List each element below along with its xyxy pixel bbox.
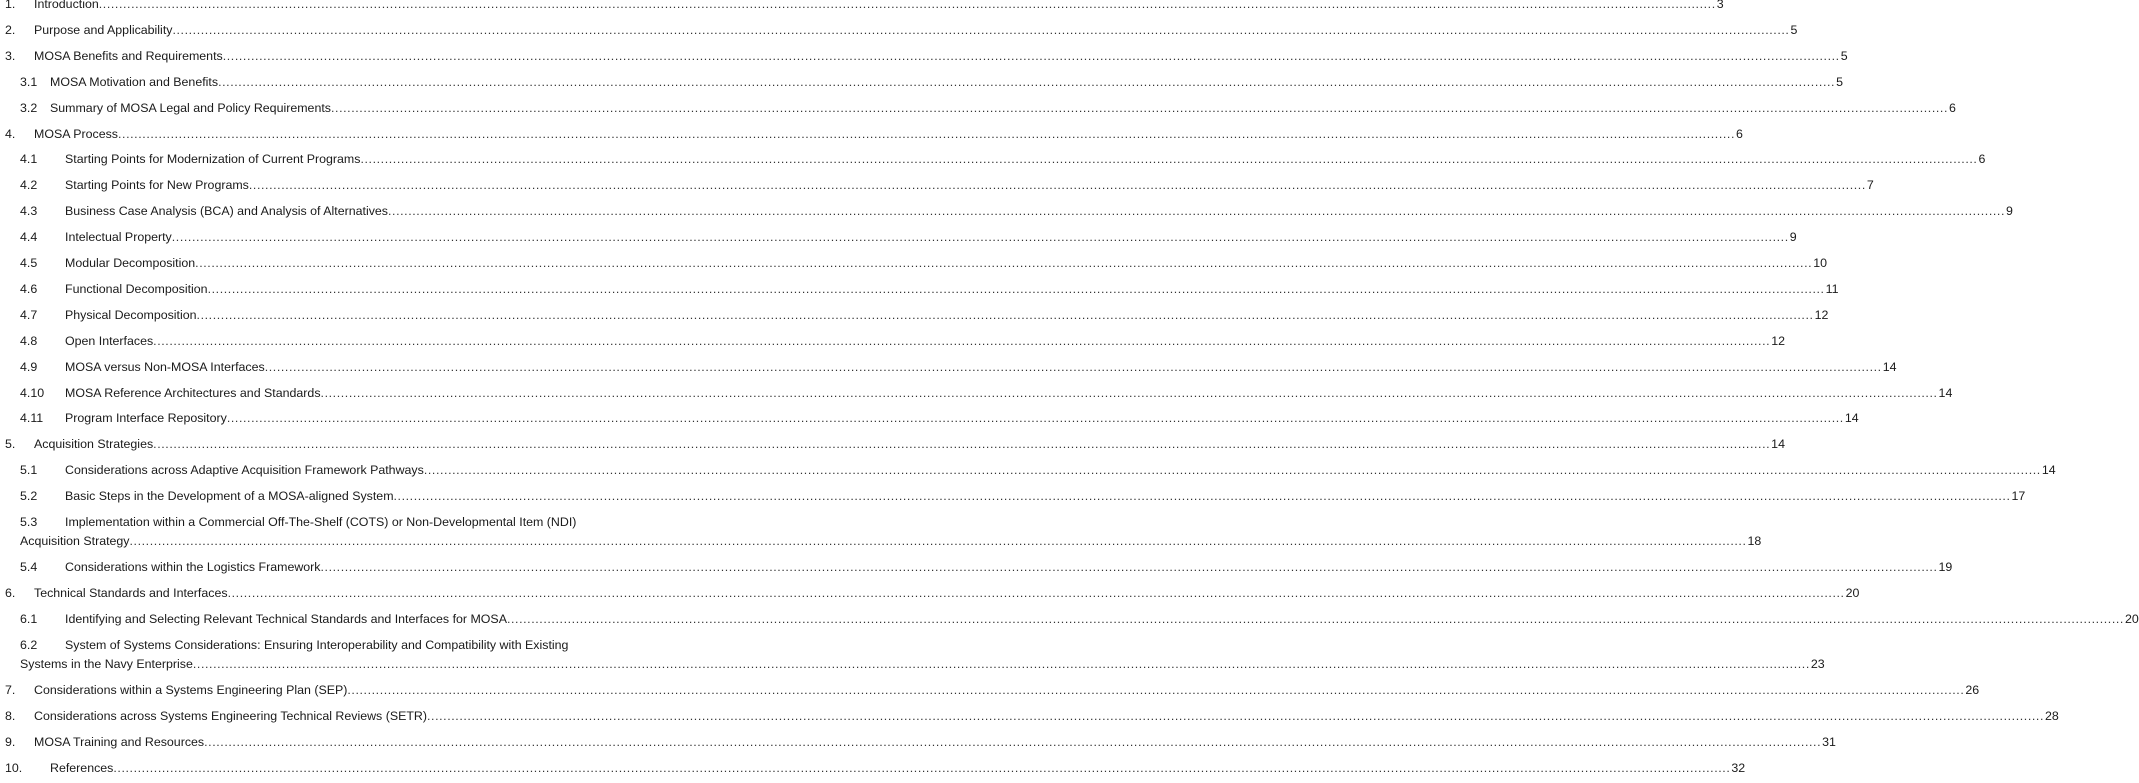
toc-entry-line[interactable] xyxy=(0,559,1953,575)
toc-entry-number: 4.4 xyxy=(20,230,38,245)
toc-entry-number: 5.4 xyxy=(20,560,38,575)
toc-entry-number: 4.10 xyxy=(20,385,45,400)
toc-entry-number: 3.2 xyxy=(20,100,38,115)
toc-entry-line[interactable] xyxy=(0,708,2059,724)
dot-leader: ................................................................................................................................................................................................................................................................................................................................................................................................................ xyxy=(320,385,1938,400)
dot-leader: ................................................................................................................................................................................................................................................................................................................................................................................................................ xyxy=(248,178,1866,193)
toc-entry-number: 9. xyxy=(5,735,16,750)
toc-entry-leader xyxy=(65,333,1785,349)
toc-entry-line[interactable] xyxy=(0,637,628,653)
toc-entry-number: 4. xyxy=(5,126,16,141)
toc-entry-line[interactable] xyxy=(0,514,628,530)
toc-entry-leader xyxy=(34,0,1724,12)
dot-leader: ................................................................................................................................................................................................................................................................................................................................................................................................................ xyxy=(207,281,1825,296)
toc-entry-title: Business Case Analysis (BCA) and Analysis of Alternatives xyxy=(65,204,388,219)
dot-leader: ................................................................................................................................................................................................................................................................................................................................................................................................................ xyxy=(347,683,1965,698)
toc-entry-title: Physical Decomposition xyxy=(65,307,197,322)
toc-entry-number: 4.11 xyxy=(20,411,44,426)
toc-entry-page: 28 xyxy=(2045,709,2059,724)
toc-entry-line[interactable] xyxy=(0,488,2026,504)
toc-entry-title: Acquisition Strategy xyxy=(20,534,130,548)
dot-leader: ................................................................................................................................................................................................................................................................................................................................................................................................................ xyxy=(204,735,1822,750)
dot-leader: ................................................................................................................................................................................................................................................................................................................................................................................................................ xyxy=(196,307,1814,322)
toc-entry-title: Intelectual Property xyxy=(65,230,172,245)
toc-entry-number: 4.3 xyxy=(20,204,38,219)
dot-leader: ................................................................................................................................................................................................................................................................................................................................................................................................................ xyxy=(192,657,1810,671)
toc-entry-leader xyxy=(34,708,2059,724)
toc-entry-number: 4.9 xyxy=(20,359,38,374)
toc-entry-line[interactable] xyxy=(0,385,1953,401)
toc-entry-page: 14 xyxy=(2041,463,2056,478)
dot-leader: ................................................................................................................................................................................................................................................................................................................................................................................................................ xyxy=(330,100,1948,115)
dot-leader: ................................................................................................................................................................................................................................................................................................................................................................................................................ xyxy=(226,411,1844,426)
toc-entry-leader xyxy=(34,436,1785,452)
toc-entry-page: 12 xyxy=(1771,333,1785,348)
toc-entry-page: 7 xyxy=(1866,178,1874,193)
toc-entry-title: Considerations within a Systems Engineering Plan (SEP) xyxy=(34,683,348,698)
dot-leader: ................................................................................................................................................................................................................................................................................................................................................................................................................ xyxy=(98,0,1716,11)
toc-entry-number: 6.1 xyxy=(20,612,38,627)
toc-entry-line[interactable] xyxy=(0,760,1746,776)
toc-entry-title: Purpose and Applicability xyxy=(34,22,173,37)
dot-leader: ................................................................................................................................................................................................................................................................................................................................................................................................................ xyxy=(218,74,1836,89)
toc-entry-number: 6. xyxy=(5,586,16,601)
toc-entry-page: 18 xyxy=(1747,534,1762,548)
toc-entry-title: Technical Standards and Interfaces xyxy=(34,586,228,601)
dot-leader: ................................................................................................................................................................................................................................................................................................................................................................................................................ xyxy=(195,256,1813,270)
toc-entry-title: System of Systems Considerations: Ensuring Interoperability and Compatibility with Existing xyxy=(65,638,569,652)
toc-entry-leader xyxy=(65,229,1797,245)
dot-leader: ................................................................................................................................................................................................................................................................................................................................................................................................................ xyxy=(153,333,1771,348)
toc-entry-leader xyxy=(65,255,1827,271)
toc-entry-title: Implementation within a Commercial Off-The-Shelf (COTS) or Non-Developmental Item (NDI) xyxy=(65,515,577,529)
toc-entry-line[interactable] xyxy=(0,307,1829,323)
toc-entry-title: Systems in the Navy Enterprise xyxy=(20,657,193,671)
toc-entry-line[interactable] xyxy=(0,462,2056,478)
toc-entry-title: MOSA Motivation and Benefits xyxy=(50,74,219,89)
toc-entry-title: Modular Decomposition xyxy=(65,256,196,270)
toc-entry-title: MOSA Training and Resources xyxy=(34,735,205,750)
toc-entry-leader xyxy=(34,682,1980,698)
toc-entry-leader xyxy=(65,559,1953,575)
toc-entry-leader xyxy=(65,281,1839,297)
toc-entry-line[interactable] xyxy=(0,255,1827,271)
toc-entry-line[interactable] xyxy=(0,734,1836,750)
toc-entry-number: 5.2 xyxy=(20,489,38,504)
toc-entry-leader xyxy=(34,585,1860,601)
toc-entry-leader xyxy=(34,734,1836,750)
toc-entry-line[interactable] xyxy=(0,359,1897,375)
toc-entry-number: 1. xyxy=(5,0,16,11)
toc-entry-number: 4.1 xyxy=(20,152,38,167)
toc-entry-leader xyxy=(50,74,1843,90)
dot-leader: ................................................................................................................................................................................................................................................................................................................................................................................................................ xyxy=(506,612,2124,627)
toc-entry-number: 4.6 xyxy=(20,281,38,296)
toc-entry-page: 5 xyxy=(1790,22,1798,37)
toc-entry-leader xyxy=(65,385,1953,401)
dot-leader: ................................................................................................................................................................................................................................................................................................................................................................................................................ xyxy=(222,48,1840,63)
toc-entry-title: Functional Decomposition xyxy=(65,281,208,296)
toc-entry-page: 17 xyxy=(2011,489,2026,504)
toc-entry-line[interactable] xyxy=(0,281,1839,297)
toc-entry-number: 4.8 xyxy=(20,333,38,348)
toc-entry-number: 6.2 xyxy=(20,638,38,652)
toc-entry-leader xyxy=(50,100,1956,116)
toc-entry-page: 32 xyxy=(1731,761,1746,775)
toc-entry-title: Open Interfaces xyxy=(65,333,154,348)
dot-leader: ................................................................................................................................................................................................................................................................................................................................................................................................................ xyxy=(153,437,1771,452)
toc-entry-leader xyxy=(65,359,1897,375)
toc-entry-leader xyxy=(65,462,2056,478)
toc-entry-title: Summary of MOSA Legal and Policy Requirements xyxy=(50,100,331,115)
toc-entry-number: 7. xyxy=(5,683,16,698)
toc-entry-leader xyxy=(65,611,2139,627)
dot-leader: ................................................................................................................................................................................................................................................................................................................................................................................................................ xyxy=(427,709,2045,724)
toc-entry-title: Introduction xyxy=(34,0,99,11)
toc-entry-number: 4.7 xyxy=(20,307,38,322)
toc-entry-number: 5. xyxy=(5,437,16,452)
toc-entry-title: Starting Points for Modernization of Current Programs xyxy=(65,152,361,167)
toc-entry-number: 8. xyxy=(5,709,16,724)
toc-entry-page: 14 xyxy=(1882,359,1897,374)
toc-entry-title: Starting Points for New Programs xyxy=(65,178,249,193)
dot-leader: ................................................................................................................................................................................................................................................................................................................................................................................................................ xyxy=(227,586,1845,601)
toc-entry-leader xyxy=(20,656,1825,672)
toc-entry-title: Basic Steps in the Development of a MOSA-aligned System xyxy=(65,489,394,504)
toc-entry-title: Identifying and Selecting Relevant Technical Standards and Interfaces for MOSA xyxy=(65,612,507,627)
toc-entry-leader xyxy=(65,151,1986,167)
toc-entry-line[interactable] xyxy=(0,126,1743,142)
toc-entry-line[interactable] xyxy=(0,682,1980,698)
toc-entry-leader xyxy=(34,48,1848,64)
toc-entry-leader xyxy=(65,177,1874,193)
toc-entry-page: 19 xyxy=(1938,560,1953,575)
toc-entry-page: 20 xyxy=(1845,586,1860,601)
dot-leader: ................................................................................................................................................................................................................................................................................................................................................................................................................ xyxy=(118,126,1736,141)
toc-entry-page: 9 xyxy=(2006,204,2013,219)
toc-entry-line[interactable] xyxy=(0,436,1785,452)
toc-entry-line[interactable] xyxy=(0,48,1848,64)
toc-entry-title: MOSA versus Non-MOSA Interfaces xyxy=(65,359,265,374)
toc-entry-page: 3 xyxy=(1716,0,1724,11)
toc-entry-page: 26 xyxy=(1965,683,1980,698)
dot-leader: ................................................................................................................................................................................................................................................................................................................................................................................................................ xyxy=(388,204,2006,219)
toc-entry-line[interactable] xyxy=(0,74,1843,90)
toc-entry-leader xyxy=(65,410,1859,426)
toc-entry-number: 3. xyxy=(5,48,16,63)
toc-entry-number: 3.1 xyxy=(20,74,38,89)
dot-leader: ................................................................................................................................................................................................................................................................................................................................................................................................................ xyxy=(171,230,1789,245)
toc-entry-line[interactable] xyxy=(0,333,1785,349)
toc-entry-page: 6 xyxy=(1736,126,1743,141)
toc-entry-line[interactable] xyxy=(0,229,1797,245)
toc-entry-page: 9 xyxy=(1789,230,1797,245)
toc-entry-leader xyxy=(34,22,1798,38)
toc-entry-title: Program Interface Repository xyxy=(65,411,227,426)
toc-entry-page: 11 xyxy=(1825,281,1839,296)
toc-entry-page: 5 xyxy=(1840,48,1848,63)
toc-entry-page: 10 xyxy=(1813,256,1827,270)
dot-leader: ................................................................................................................................................................................................................................................................................................................................................................................................................ xyxy=(172,22,1790,37)
toc-entry-line[interactable] xyxy=(0,22,1798,38)
toc-entry-title: Acquisition Strategies xyxy=(34,437,154,452)
toc-entry-page: 6 xyxy=(1978,152,1986,167)
toc-entry-leader xyxy=(34,126,1743,142)
toc-entry-line[interactable] xyxy=(0,203,2013,219)
toc-entry-line[interactable] xyxy=(0,100,1956,116)
toc-entry-number: 5.1 xyxy=(20,463,38,478)
toc-entry-page: 14 xyxy=(1771,437,1785,452)
dot-leader: ................................................................................................................................................................................................................................................................................................................................................................................................................ xyxy=(320,560,1938,575)
toc-entry-page: 14 xyxy=(1938,385,1953,400)
toc-entry-number: 4.5 xyxy=(20,256,38,270)
toc-entry-title: MOSA Benefits and Requirements xyxy=(34,48,223,63)
toc-entry-title: Considerations within the Logistics Framework xyxy=(65,560,321,575)
toc-entry-title: MOSA Reference Architectures and Standards xyxy=(65,385,321,400)
toc-entry-number: 5.3 xyxy=(20,515,38,529)
dot-leader: ................................................................................................................................................................................................................................................................................................................................................................................................................ xyxy=(264,359,1882,374)
toc-entry-number: 2. xyxy=(5,22,16,37)
dot-leader: ................................................................................................................................................................................................................................................................................................................................................................................................................ xyxy=(393,489,2011,504)
toc-entry-line[interactable] xyxy=(0,410,1859,426)
toc-entry-title: Considerations across Systems Engineering Technical Reviews (SETR) xyxy=(34,709,427,724)
toc-entry-line[interactable] xyxy=(0,151,1986,167)
toc-entry-leader xyxy=(65,307,1829,323)
dot-leader: ................................................................................................................................................................................................................................................................................................................................................................................................................ xyxy=(129,534,1747,548)
toc-entry-title: Considerations across Adaptive Acquisition Framework Pathways xyxy=(65,463,424,478)
toc-entry-leader xyxy=(65,203,2013,219)
toc-entry-continuation[interactable] xyxy=(0,656,1825,672)
toc-entry-page: 5 xyxy=(1836,74,1843,89)
toc-entry-page: 6 xyxy=(1949,100,1956,115)
toc-entry-line[interactable] xyxy=(0,177,1874,193)
toc-entry-line[interactable] xyxy=(0,585,1860,601)
toc-entry-line[interactable] xyxy=(0,0,1724,12)
toc-entry-leader xyxy=(50,760,1746,776)
toc-entry-line[interactable] xyxy=(0,611,2139,627)
toc-entry-page: 23 xyxy=(1810,657,1825,671)
toc-entry-title: References xyxy=(50,761,114,775)
toc-entry-number: 10. xyxy=(5,761,23,775)
dot-leader: ................................................................................................................................................................................................................................................................................................................................................................................................................ xyxy=(113,761,1731,775)
toc-entry-leader xyxy=(20,533,1762,549)
toc-entry-number: 4.2 xyxy=(20,178,38,193)
toc-entry-page: 31 xyxy=(1822,735,1836,750)
toc-entry-page: 12 xyxy=(1814,307,1829,322)
toc-entry-page: 14 xyxy=(1844,411,1859,426)
dot-leader: ................................................................................................................................................................................................................................................................................................................................................................................................................ xyxy=(360,152,1978,167)
toc-entry-continuation[interactable] xyxy=(0,533,1762,549)
toc-entry-leader xyxy=(65,488,2026,504)
toc-entry-page: 20 xyxy=(2124,612,2139,627)
toc-entry-title: MOSA Process xyxy=(34,126,119,141)
dot-leader: ................................................................................................................................................................................................................................................................................................................................................................................................................ xyxy=(423,463,2041,478)
